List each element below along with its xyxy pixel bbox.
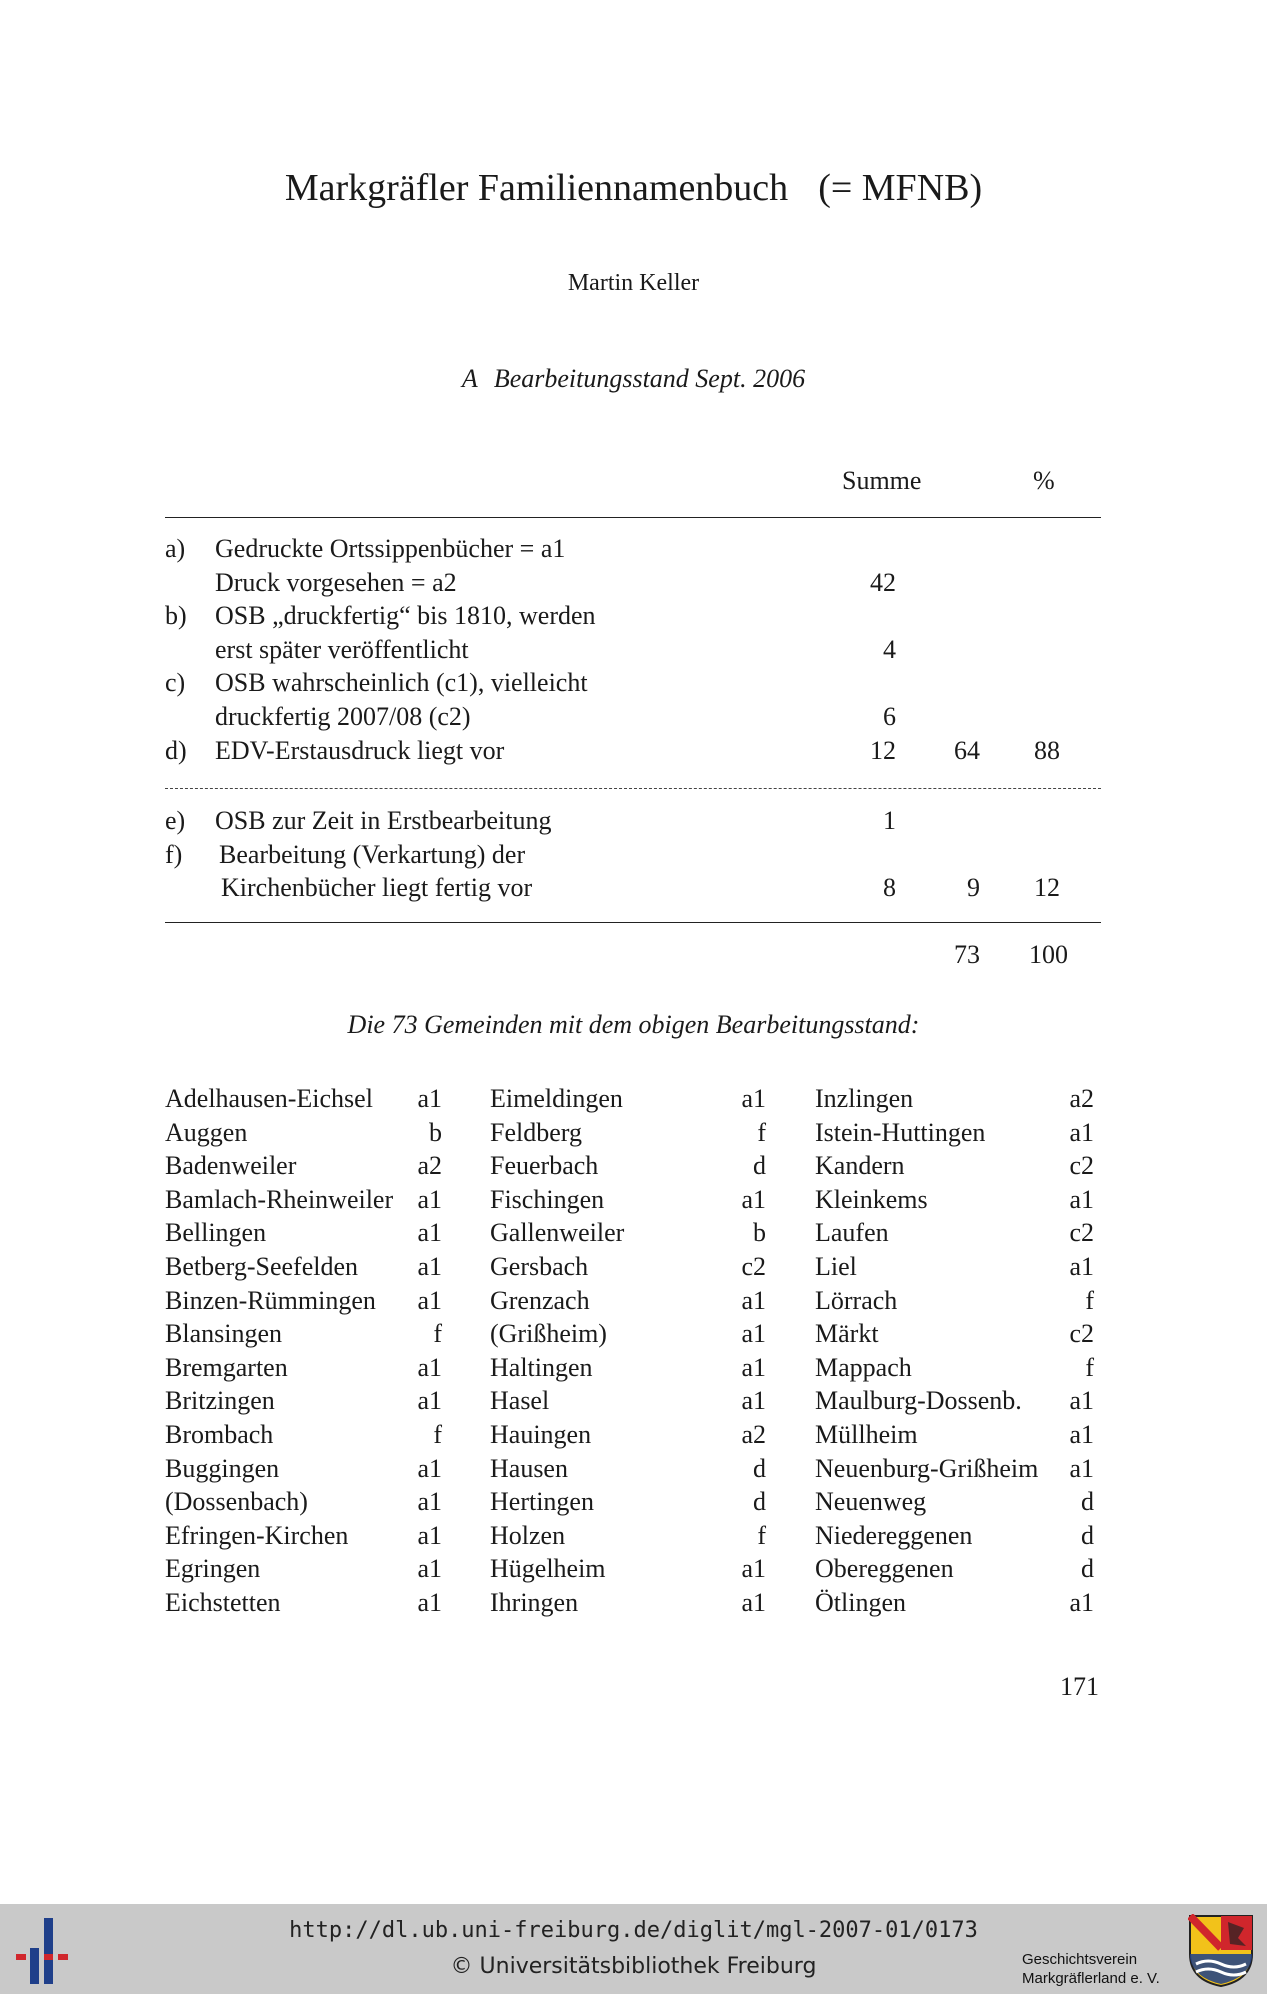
place-status-code: a1	[1069, 1117, 1094, 1147]
place-name: Britzingen	[165, 1386, 275, 1416]
place-name: Bellingen	[165, 1218, 267, 1248]
status-key: c)	[165, 668, 186, 697]
status-subtotal-value: 64	[954, 736, 980, 765]
places-row	[0, 1454, 1267, 1488]
places-row	[0, 1286, 1267, 1320]
place-name: Egringen	[165, 1554, 261, 1584]
place-name: Hasel	[490, 1386, 550, 1416]
status-key: b)	[165, 601, 187, 630]
place-name: Auggen	[165, 1117, 248, 1147]
place-name: Badenweiler	[165, 1151, 297, 1181]
status-key: a)	[165, 534, 186, 563]
place-status-code: a2	[741, 1420, 766, 1449]
status-description: druckfertig 2007/08 (c2)	[215, 702, 471, 731]
places-row	[0, 1588, 1267, 1622]
place-status-code: a1	[741, 1352, 766, 1382]
place-name: Efringen-Kirchen	[165, 1520, 349, 1550]
status-subtotal-value: 9	[967, 873, 980, 902]
place-status-code: a1	[417, 1285, 442, 1315]
place-status-code: a1	[417, 1352, 442, 1382]
places-row	[0, 1185, 1267, 1219]
place-name: Bamlach-Rheinweiler	[165, 1184, 394, 1214]
place-status-code: a1	[741, 1319, 766, 1349]
page-number: 171	[1060, 1672, 1099, 1701]
places-row	[0, 1218, 1267, 1252]
status-sum-value: 8	[883, 873, 896, 902]
status-description: OSB zur Zeit in Erstbearbeitung	[215, 806, 552, 835]
place-name: Müllheim	[815, 1420, 918, 1449]
status-sum-value: 1	[883, 806, 896, 835]
place-status-code: a1	[417, 1520, 442, 1550]
place-name: Binzen-Rümmingen	[165, 1285, 376, 1315]
section-title: Bearbeitungsstand Sept. 2006	[493, 364, 806, 393]
place-name: Eimeldingen	[490, 1084, 623, 1113]
place-status-code: c2	[741, 1252, 766, 1281]
place-name: Kandern	[815, 1151, 905, 1181]
place-status-code: a1	[417, 1184, 442, 1214]
place-name: Feldberg	[490, 1117, 582, 1147]
place-name: Eichstetten	[165, 1588, 281, 1617]
status-row	[0, 736, 1267, 770]
place-name: Hausen	[490, 1453, 568, 1483]
place-status-code: c2	[1069, 1218, 1094, 1248]
place-name: Gallenweiler	[490, 1218, 625, 1248]
place-name: Obereggenen	[815, 1554, 954, 1584]
place-status-code: d	[753, 1487, 766, 1517]
places-row	[0, 1521, 1267, 1555]
place-status-code: c2	[1069, 1151, 1094, 1181]
place-name: Neuenweg	[815, 1487, 927, 1517]
status-key: e)	[165, 806, 186, 835]
places-row	[0, 1353, 1267, 1387]
status-key: f)	[165, 840, 183, 869]
status-row	[0, 534, 1267, 568]
place-status-code: a1	[741, 1588, 766, 1617]
place-status-code: f	[433, 1420, 442, 1449]
status-sum-value: 6	[883, 702, 896, 731]
place-name: Hertingen	[490, 1487, 594, 1517]
status-row	[0, 873, 1267, 907]
place-name: Ihringen	[490, 1588, 579, 1617]
status-description: Bearbeitung (Verkartung) der	[219, 840, 526, 869]
place-status-code: a1	[741, 1084, 766, 1113]
copyright-notice: © Universitätsbibliothek Freiburg	[450, 1954, 817, 1979]
status-description: Kirchenbücher liegt fertig vor	[221, 873, 533, 902]
place-status-code: f	[757, 1520, 766, 1550]
status-row	[0, 668, 1267, 702]
place-name: Laufen	[815, 1218, 889, 1248]
status-row	[0, 635, 1267, 669]
place-status-code: a1	[1069, 1588, 1094, 1617]
place-status-code: a1	[741, 1184, 766, 1214]
place-status-code: a1	[1069, 1386, 1094, 1416]
status-sum-value: 4	[883, 635, 896, 664]
status-sum-value: 42	[870, 568, 896, 597]
place-name: Hauingen	[490, 1420, 592, 1449]
places-row	[0, 1319, 1267, 1353]
status-description: Druck vorgesehen = a2	[215, 568, 457, 597]
place-name: Inzlingen	[815, 1084, 914, 1113]
place-name: Lörrach	[815, 1285, 898, 1315]
place-name: Istein-Huttingen	[815, 1117, 986, 1147]
place-status-code: a1	[417, 1453, 442, 1483]
status-description: Gedruckte Ortssippenbücher = a1	[215, 534, 566, 563]
table-dashed-divider	[165, 788, 1101, 789]
place-status-code: b	[429, 1117, 442, 1147]
place-status-code: a1	[417, 1252, 442, 1281]
place-name: Märkt	[815, 1319, 879, 1349]
status-sum-value: 12	[870, 736, 896, 765]
place-status-code: a1	[417, 1218, 442, 1248]
place-status-code: d	[1081, 1487, 1094, 1517]
status-row	[0, 840, 1267, 874]
place-name: Adelhausen-Eichsel	[165, 1084, 373, 1113]
status-percent-value: 12	[1034, 873, 1060, 902]
place-status-code: d	[1081, 1554, 1094, 1584]
place-name: Betberg-Seefelden	[165, 1252, 358, 1281]
place-name: Grenzach	[490, 1285, 590, 1315]
places-row	[0, 1487, 1267, 1521]
place-name: Buggingen	[165, 1453, 280, 1483]
place-status-code: a1	[1069, 1252, 1094, 1281]
place-name: Hügelheim	[490, 1554, 606, 1584]
place-status-code: a1	[417, 1554, 442, 1584]
place-name: Bremgarten	[165, 1352, 288, 1382]
title-abbreviation: (= MFNB)	[818, 167, 983, 209]
society-name	[1022, 1950, 1160, 1988]
places-row	[0, 1252, 1267, 1286]
column-header-percent: %	[1033, 466, 1055, 495]
place-status-code: a1	[417, 1386, 442, 1416]
place-name: Kleinkems	[815, 1184, 928, 1214]
place-name: Holzen	[490, 1520, 566, 1550]
place-status-code: a2	[417, 1151, 442, 1181]
place-name: Maulburg-Dossenb.	[815, 1386, 1022, 1416]
place-status-code: a1	[417, 1588, 442, 1617]
column-header-summe: Summe	[842, 466, 922, 495]
author-name: Martin Keller	[567, 270, 700, 296]
place-status-code: a1	[417, 1084, 442, 1113]
place-status-code: a1	[1069, 1184, 1094, 1214]
section-heading	[0, 364, 1267, 394]
place-name: (Dossenbach)	[165, 1487, 308, 1517]
total-percent: 100	[1029, 940, 1068, 969]
place-status-code: a2	[1069, 1084, 1094, 1113]
coat-of-arms-icon	[1188, 1914, 1254, 1988]
status-description: OSB „druckfertig“ bis 1810, werden	[215, 601, 596, 630]
place-status-code: a1	[741, 1554, 766, 1584]
place-status-code: a1	[741, 1386, 766, 1416]
table-top-rule	[165, 517, 1101, 518]
place-status-code: f	[1085, 1285, 1094, 1315]
places-row	[0, 1386, 1267, 1420]
place-name: Mappach	[815, 1352, 912, 1382]
place-status-code: a1	[1069, 1453, 1094, 1483]
document-url[interactable]: http://dl.ub.uni-freiburg.de/diglit/mgl-2007-01/0173	[289, 1918, 978, 1943]
place-name: Haltingen	[490, 1352, 593, 1382]
table-bottom-rule	[165, 922, 1101, 923]
status-percent-value: 88	[1034, 736, 1060, 765]
place-status-code: a1	[1069, 1420, 1094, 1449]
place-status-code: d	[753, 1151, 766, 1181]
society-name-line1: Geschichtsverein	[1022, 1951, 1138, 1968]
places-row	[0, 1084, 1267, 1118]
status-description: erst später veröffentlicht	[215, 635, 469, 664]
places-row	[0, 1151, 1267, 1185]
place-status-code: d	[753, 1453, 766, 1483]
page-title	[0, 166, 1267, 210]
title-text: Markgräfler Familiennamenbuch	[284, 167, 789, 209]
place-status-code: f	[1085, 1352, 1094, 1382]
section-letter: A	[461, 364, 478, 393]
status-description: EDV-Erstausdruck liegt vor	[215, 736, 505, 765]
place-status-code: f	[757, 1117, 766, 1147]
total-sum: 73	[954, 940, 980, 969]
place-name: Blansingen	[165, 1319, 282, 1349]
places-caption: Die 73 Gemeinden mit dem obigen Bearbeitungsstand:	[347, 1010, 920, 1039]
places-row	[0, 1554, 1267, 1588]
place-name: Fischingen	[490, 1184, 605, 1214]
place-name: Brombach	[165, 1420, 274, 1449]
place-name: Niedereggenen	[815, 1520, 973, 1550]
place-name: Feuerbach	[490, 1151, 599, 1181]
status-key: d)	[165, 736, 187, 765]
place-name: Ötlingen	[815, 1588, 906, 1617]
place-name: (Grißheim)	[490, 1319, 607, 1349]
place-name: Liel	[815, 1252, 857, 1281]
place-status-code: d	[1081, 1520, 1094, 1550]
status-row	[0, 601, 1267, 635]
status-row	[0, 702, 1267, 736]
place-status-code: b	[753, 1218, 766, 1248]
status-description: OSB wahrscheinlich (c1), vielleicht	[215, 668, 588, 697]
viewer-footer	[0, 1904, 1267, 1994]
place-name: Gersbach	[490, 1252, 589, 1281]
place-status-code: a1	[741, 1285, 766, 1315]
place-status-code: f	[433, 1319, 442, 1349]
place-name: Neuenburg-Grißheim	[815, 1453, 1039, 1483]
status-row	[0, 568, 1267, 602]
status-row	[0, 806, 1267, 840]
places-row	[0, 1118, 1267, 1152]
place-status-code: c2	[1069, 1319, 1094, 1349]
places-row	[0, 1420, 1267, 1454]
place-status-code: a1	[417, 1487, 442, 1517]
society-name-line2: Markgräflerland e. V.	[1022, 1970, 1160, 1987]
